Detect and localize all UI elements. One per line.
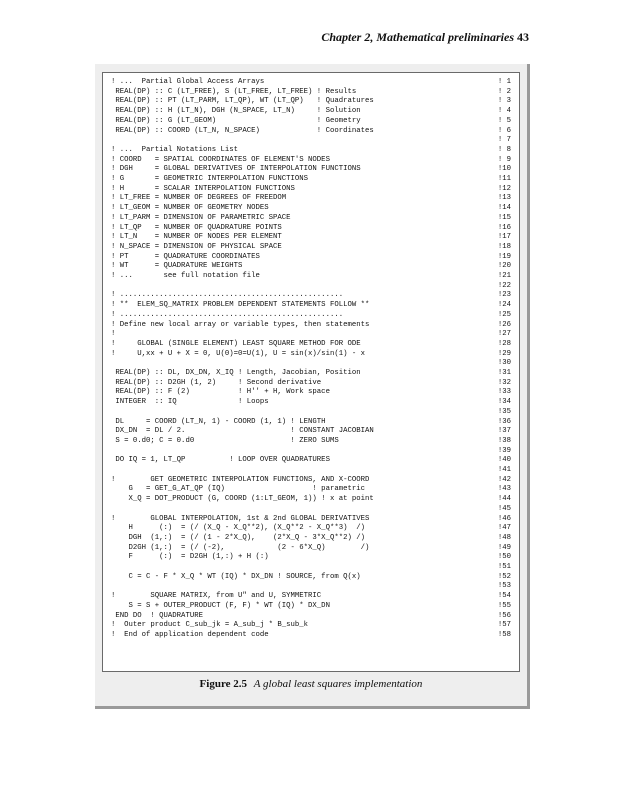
code-text: X_Q = DOT_PRODUCT (G, COORD (1:LT_GEOM, 1)) ! x at point xyxy=(111,495,374,504)
code-line xyxy=(111,291,513,301)
line-number: !31 xyxy=(497,369,511,377)
line-number: !42 xyxy=(497,475,511,484)
line-number: ! 6 xyxy=(497,126,511,135)
code-line xyxy=(111,204,513,214)
line-number: !15 xyxy=(497,213,511,222)
line-number: ! 5 xyxy=(497,116,511,125)
code-text: H (:) = (/ (X_Q - X_Q**2), (X_Q**2 - X_Q**3) /) xyxy=(111,524,365,533)
code-text: DL = COORD (LT_N, 1) - COORD (1, 1) ! LENGTH xyxy=(111,417,326,426)
line-number: ! 8 xyxy=(497,145,511,154)
line-number: !53 xyxy=(497,582,511,591)
code-line xyxy=(111,224,513,234)
code-line xyxy=(111,282,513,292)
code-line xyxy=(111,359,513,369)
code-text: REAL(DP) :: COORD (LT_N, N_SPACE) ! Coordinates xyxy=(111,126,374,135)
code-text: DO IQ = 1, LT_QP ! LOOP OVER QUADRATURES xyxy=(111,456,330,465)
line-number: !29 xyxy=(497,349,511,358)
code-line xyxy=(111,369,513,379)
line-number: ! 4 xyxy=(497,107,511,116)
code-line xyxy=(111,398,513,408)
line-number: !48 xyxy=(497,533,511,542)
code-line xyxy=(111,243,513,253)
line-number: !56 xyxy=(497,611,511,620)
code-line xyxy=(111,350,513,360)
line-number: ! 2 xyxy=(497,87,511,96)
line-number: !57 xyxy=(497,621,511,630)
code-text: ! ... Partial Notations List xyxy=(111,145,238,154)
code-line xyxy=(111,97,513,107)
running-header xyxy=(321,30,529,45)
code-text: ! ... see full notation file xyxy=(111,272,260,280)
line-number: !54 xyxy=(497,592,511,601)
code-line xyxy=(111,631,513,641)
line-number: !27 xyxy=(497,330,511,339)
code-line xyxy=(111,447,513,457)
line-number: !26 xyxy=(497,320,511,329)
line-number: !16 xyxy=(497,223,511,232)
page-number: 43 xyxy=(517,30,529,44)
code-line xyxy=(111,301,513,311)
code-line xyxy=(111,495,513,505)
code-text: REAL(DP) :: H (LT_N), DGH (N_SPACE, LT_N) ! Solution xyxy=(111,107,361,116)
code-text: S = 0.d0; C = 0.d0 ! ZERO SUMS xyxy=(111,436,339,445)
line-number: !32 xyxy=(497,378,511,387)
code-line xyxy=(111,427,513,437)
code-line xyxy=(111,253,513,263)
code-line xyxy=(111,262,513,272)
code-text: S = S + OUTER_PRODUCT (F, F) * WT (IQ) * DX_DN xyxy=(111,601,330,610)
line-number: !34 xyxy=(497,398,511,407)
code-text: ! PT = QUADRATURE COORDINATES xyxy=(111,252,260,261)
code-line xyxy=(111,592,513,602)
line-number: !36 xyxy=(497,417,511,426)
code-text: REAL(DP) :: F (2) ! H'' + H, Work space xyxy=(111,388,330,397)
code-text: END DO ! QUADRATURE xyxy=(111,611,203,620)
line-number: !33 xyxy=(497,388,511,397)
code-line xyxy=(111,175,513,185)
line-number: !51 xyxy=(497,563,511,571)
code-text: ! GLOBAL INTERPOLATION, 1st & 2nd GLOBAL DERIVATIVES xyxy=(111,514,370,523)
line-number: !10 xyxy=(497,165,511,174)
code-line xyxy=(111,321,513,331)
line-number: !49 xyxy=(497,543,511,552)
line-number: !52 xyxy=(497,572,511,581)
line-number: ! 3 xyxy=(497,97,511,106)
code-text: ! ................................................... xyxy=(111,291,344,300)
code-line xyxy=(111,272,513,282)
code-text: ! GLOBAL (SINGLE ELEMENT) LEAST SQUARE METHOD FOR ODE xyxy=(111,339,361,348)
line-number: !35 xyxy=(497,407,511,416)
code-text: ! SQUARE MATRIX, from U" and U, SYMMETRIC xyxy=(111,592,322,601)
line-number: !47 xyxy=(497,524,511,533)
code-line xyxy=(111,485,513,495)
code-line xyxy=(111,379,513,389)
line-number: !44 xyxy=(497,495,511,504)
code-line xyxy=(111,136,513,146)
figure-title: A global least squares implementation xyxy=(253,678,423,690)
code-line xyxy=(111,330,513,340)
code-text: REAL(DP) :: D2GH (1, 2) ! Second derivative xyxy=(111,378,322,387)
code-line xyxy=(111,621,513,631)
code-line xyxy=(111,194,513,204)
line-number: !28 xyxy=(497,339,511,348)
code-text: G = GET_G_AT_QP (IQ) ! parametric xyxy=(111,485,365,494)
code-line xyxy=(111,146,513,156)
code-line xyxy=(111,553,513,563)
line-number: !38 xyxy=(497,436,511,445)
code-text: ! End of application dependent code xyxy=(111,630,269,639)
code-line xyxy=(111,233,513,243)
code-text: INTEGER :: IQ ! Loops xyxy=(111,398,269,407)
line-number: !58 xyxy=(497,630,511,639)
line-number: !17 xyxy=(497,233,511,242)
code-text: DX_DN = DL / 2. ! CONSTANT JACOBIAN xyxy=(111,427,374,436)
line-number: !18 xyxy=(497,242,511,251)
line-number: ! 7 xyxy=(497,136,511,145)
line-number: !46 xyxy=(497,514,511,523)
code-text: ! ... Partial Global Access Arrays xyxy=(111,78,265,86)
code-text: ! LT_FREE = NUMBER OF DEGREES OF FREEDOM xyxy=(111,194,287,203)
code-line xyxy=(111,78,513,88)
code-text: ! U,xx + U + X = 0, U(0)=0=U(1), U = sin(x)/sin(1) - x xyxy=(111,349,365,358)
code-line xyxy=(111,165,513,175)
line-number: !37 xyxy=(497,427,511,436)
figure-label: Figure 2.5 xyxy=(199,678,248,690)
code-line xyxy=(111,340,513,350)
code-line xyxy=(111,534,513,544)
code-text: ! LT_PARM = DIMENSION OF PARAMETRIC SPACE xyxy=(111,213,291,222)
line-number: !55 xyxy=(497,601,511,610)
line-number: !24 xyxy=(497,301,511,310)
code-text: DGH (1,:) = (/ (1 - 2*X_Q), (2*X_Q - 3*X_Q**2) /) xyxy=(111,533,365,542)
code-listing xyxy=(102,72,520,672)
line-number: !50 xyxy=(497,553,511,562)
line-number: !22 xyxy=(497,281,511,290)
code-line xyxy=(111,437,513,447)
code-text: ! G = GEOMETRIC INTERPOLATION FUNCTIONS xyxy=(111,175,309,183)
code-text: ! ................................................... xyxy=(111,310,344,319)
code-line xyxy=(111,418,513,428)
code-text: C = C - F * X_Q * WT (IQ) * DX_DN ! SOURCE, from Q(x) xyxy=(111,572,361,581)
code-text: REAL(DP) :: C (LT_FREE), S (LT_FREE, LT_FREE) ! Results xyxy=(111,87,357,96)
code-text: ! COORD = SPATIAL COORDINATES OF ELEMENT'S NODES xyxy=(111,155,330,164)
code-line xyxy=(111,515,513,525)
code-text: ! xyxy=(111,330,116,339)
code-line xyxy=(111,563,513,573)
line-number: !39 xyxy=(497,446,511,455)
code-text: REAL(DP) :: DL, DX_DN, X_IQ ! Length, Jacobian, Position xyxy=(111,369,361,377)
line-number: !41 xyxy=(497,466,511,474)
code-text: ! LT_QP = NUMBER OF QUADRATURE POINTS xyxy=(111,223,282,232)
line-number: !23 xyxy=(497,291,511,300)
line-number: ! 1 xyxy=(497,78,511,86)
code-line xyxy=(111,388,513,398)
code-line xyxy=(111,612,513,622)
code-line xyxy=(111,582,513,592)
line-number: !20 xyxy=(497,262,511,271)
code-line xyxy=(111,476,513,486)
code-text: ! DGH = GLOBAL DERIVATIVES OF INTERPOLATION FUNCTIONS xyxy=(111,165,361,174)
line-number: !11 xyxy=(497,175,511,183)
line-number: ! 9 xyxy=(497,155,511,164)
line-number: !43 xyxy=(497,485,511,494)
chapter-title: Chapter 2, Mathematical preliminaries xyxy=(321,30,514,44)
code-text: F (:) = D2GH (1,:) + H (:) xyxy=(111,553,269,562)
code-text: ! Outer product C_sub_jk = A_sub_j * B_sub_k xyxy=(111,621,309,630)
code-line xyxy=(111,214,513,224)
code-line xyxy=(111,456,513,466)
code-line xyxy=(111,185,513,195)
code-line xyxy=(111,107,513,117)
code-line xyxy=(111,156,513,166)
code-line xyxy=(111,117,513,127)
code-line xyxy=(111,573,513,583)
figure-frame xyxy=(95,64,530,709)
code-line xyxy=(111,311,513,321)
code-line xyxy=(111,466,513,476)
line-number: !40 xyxy=(497,456,511,465)
code-text: ! ** ELEM_SQ_MATRIX PROBLEM DEPENDENT STATEMENTS FOLLOW ** xyxy=(111,301,370,310)
line-number: !12 xyxy=(497,184,511,193)
code-text: ! LT_N = NUMBER OF NODES PER ELEMENT xyxy=(111,233,282,242)
code-text: ! H = SCALAR INTERPOLATION FUNCTIONS xyxy=(111,184,295,193)
code-line xyxy=(111,505,513,515)
line-number: !21 xyxy=(497,272,511,280)
code-text: ! Define new local array or variable types, then statements xyxy=(111,320,370,329)
code-line xyxy=(111,127,513,137)
code-line xyxy=(111,602,513,612)
code-line xyxy=(111,544,513,554)
code-text: ! N_SPACE = DIMENSION OF PHYSICAL SPACE xyxy=(111,242,282,251)
line-number: !14 xyxy=(497,204,511,213)
figure-caption xyxy=(95,678,527,690)
code-text: REAL(DP) :: G (LT_GEOM) ! Geometry xyxy=(111,116,361,125)
code-text: REAL(DP) :: PT (LT_PARM, LT_QP), WT (LT_QP) ! Quadratures xyxy=(111,97,374,106)
line-number: !19 xyxy=(497,252,511,261)
code-line xyxy=(111,524,513,534)
code-text: ! WT = QUADRATURE WEIGHTS xyxy=(111,262,243,271)
code-text: ! GET GEOMETRIC INTERPOLATION FUNCTIONS, AND X-COORD xyxy=(111,475,370,484)
code-text: ! LT_GEOM = NUMBER OF GEOMETRY NODES xyxy=(111,204,269,213)
line-number: !30 xyxy=(497,359,511,368)
line-number: !45 xyxy=(497,504,511,513)
line-number: !25 xyxy=(497,310,511,319)
code-line xyxy=(111,88,513,98)
code-line xyxy=(111,408,513,418)
code-text: D2GH (1,:) = (/ (-2), (2 - 6*X_Q) /) xyxy=(111,543,370,552)
line-number: !13 xyxy=(497,194,511,203)
